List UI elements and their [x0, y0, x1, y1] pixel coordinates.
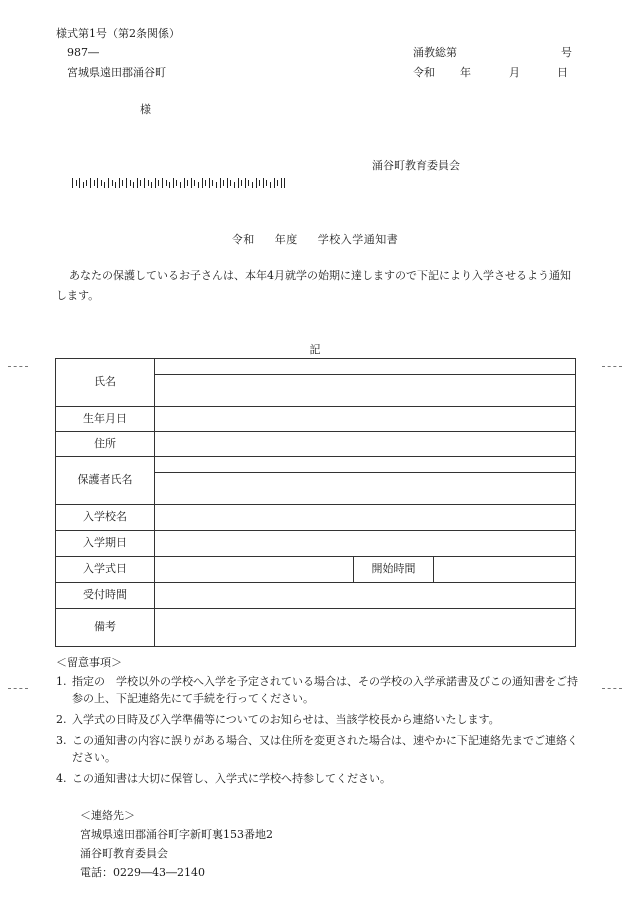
barcode-bar — [248, 180, 249, 186]
field-remarks[interactable] — [155, 609, 576, 647]
barcode-bar — [108, 178, 109, 188]
date-day: 日 — [557, 66, 568, 79]
note-number: 1. — [56, 675, 67, 689]
cut-line-left-top — [8, 366, 28, 367]
barcode-bar — [259, 180, 260, 186]
barcode-bar — [169, 182, 170, 188]
barcode-bar — [256, 178, 257, 188]
contact-address: 宮城県遠田郡涌谷町字新町裏153番地2 — [80, 828, 273, 841]
cut-line-left-bottom — [8, 688, 28, 689]
field-birthdate[interactable] — [155, 407, 576, 432]
barcode-bar — [194, 180, 195, 186]
barcode-bar — [101, 180, 102, 186]
date-era: 令和 — [413, 66, 435, 79]
barcode-bar — [83, 182, 84, 188]
note-item — [56, 732, 586, 766]
table-row — [56, 505, 576, 531]
label-guardian: 保護者氏名 — [56, 457, 155, 505]
barcode-bar — [90, 178, 91, 188]
barcode-bar — [263, 178, 264, 188]
title-year: 年度 — [274, 233, 298, 246]
table-row — [56, 557, 576, 583]
barcode-bar — [122, 180, 123, 186]
barcode-bar — [277, 180, 278, 186]
barcode-bar — [151, 182, 152, 188]
barcode-bar — [133, 182, 134, 188]
barcode-bar — [205, 180, 206, 186]
table-row — [56, 609, 576, 647]
barcode-bar — [137, 178, 138, 188]
barcode-bar — [104, 182, 105, 188]
label-birthdate: 生年月日 — [56, 407, 155, 432]
note-item — [56, 673, 586, 707]
sender: 涌谷町教育委員会 — [372, 159, 460, 172]
barcode-bar — [220, 178, 221, 188]
doc-number-suffix: 号 — [561, 46, 572, 59]
barcode-bar — [223, 180, 224, 186]
doc-number-prefix: 涌教総第 — [413, 46, 457, 59]
barcode-bar — [115, 182, 116, 188]
note-number: 4. — [56, 772, 67, 786]
barcode-bar — [86, 180, 87, 186]
form-label: 様式第1号（第2条関係） — [56, 27, 180, 40]
body-text: あなたの保護しているお子さんは、本年4月就学の始期に達しますので下記により入学させるよう通知します。 — [56, 269, 571, 302]
contact-office: 涌谷町教育委員会 — [80, 847, 168, 860]
barcode-bar — [252, 182, 253, 188]
field-guardian-kana[interactable] — [155, 457, 576, 473]
title-era: 令和 — [231, 233, 255, 246]
barcode-bar — [126, 178, 127, 188]
note-text: 指定の 学校以外の学校へ入学を予定されている場合は、その学校の入学承諾書及びこの通知書をご持参の上、下記連絡先にて手続を行ってください。 — [72, 675, 578, 706]
barcode-bar — [180, 182, 181, 188]
barcode-bar — [173, 178, 174, 188]
cut-line-right-bottom — [602, 688, 622, 689]
note-text: この通知書の内容に誤りがある場合、又は住所を変更された場合は、速やかに下記連絡先までご連絡ください。 — [72, 734, 578, 765]
field-address[interactable] — [155, 432, 576, 457]
label-entry-date: 入学期日 — [56, 531, 155, 557]
barcode-bar — [148, 180, 149, 186]
cut-line-right-top — [602, 366, 622, 367]
label-address: 住所 — [56, 432, 155, 457]
note-number: 2. — [56, 713, 67, 727]
field-reception-time[interactable] — [155, 583, 576, 609]
barcode-bar — [130, 180, 131, 186]
contact-phone: 電話：0229―43―2140 — [80, 866, 205, 879]
barcode-bar — [238, 178, 239, 188]
barcode-bar — [216, 182, 217, 188]
barcode-bar — [274, 178, 275, 188]
note-text: この通知書は大切に保管し、入学式に学校へ持参してください。 — [72, 772, 391, 786]
barcode-bar — [72, 178, 73, 188]
label-ceremony-date: 入学式日 — [56, 557, 155, 583]
field-name-kana[interactable] — [155, 359, 576, 375]
barcode-bar — [140, 180, 141, 186]
field-name[interactable] — [155, 375, 576, 407]
barcode-bar — [202, 178, 203, 188]
notice-table — [55, 358, 576, 647]
barcode-bar — [281, 178, 282, 188]
barcode-bar — [198, 182, 199, 188]
barcode-bar — [234, 182, 235, 188]
barcode-bar — [212, 180, 213, 186]
note-item — [56, 711, 586, 728]
table-row — [56, 531, 576, 557]
barcode-bar — [245, 178, 246, 188]
barcode-bar — [241, 180, 242, 186]
title-name: 学校入学通知書 — [317, 233, 399, 246]
barcode-bar — [155, 178, 156, 188]
field-ceremony-date[interactable] — [155, 557, 354, 583]
table-row — [56, 359, 576, 375]
barcode-bar — [176, 180, 177, 186]
note-text: 入学式の日時及び入学準備等についてのお知らせは、当該学校長から連絡いたします。 — [72, 713, 500, 727]
barcode-bar — [158, 180, 159, 186]
contact-heading: ＜連絡先＞ — [80, 809, 135, 822]
barcode-bar — [79, 178, 80, 188]
notes-list — [56, 673, 586, 787]
barcode-bar — [266, 180, 267, 186]
table-row — [56, 583, 576, 609]
document-title — [0, 233, 630, 247]
table-row — [56, 457, 576, 473]
barcode-bar — [112, 180, 113, 186]
field-entry-date[interactable] — [155, 531, 576, 557]
barcode-bar — [209, 178, 210, 188]
notes-heading: ＜留意事項＞ — [56, 656, 122, 669]
barcode-bar — [166, 180, 167, 186]
label-reception-time: 受付時間 — [56, 583, 155, 609]
field-start-time[interactable] — [434, 557, 576, 583]
barcode-bar — [227, 178, 228, 188]
field-guardian[interactable] — [155, 473, 576, 505]
barcode-bar — [162, 178, 163, 188]
barcode-bar — [191, 178, 192, 188]
barcode-bar — [76, 180, 77, 186]
date-month: 月 — [509, 66, 520, 79]
barcode-bar — [97, 178, 98, 188]
barcode-bar — [184, 178, 185, 188]
note-item — [56, 770, 586, 787]
barcode-bar — [119, 178, 120, 188]
field-school[interactable] — [155, 505, 576, 531]
barcode-bar — [284, 178, 285, 188]
table-row — [56, 407, 576, 432]
label-remarks: 備考 — [56, 609, 155, 647]
recipient-honorific: 様 — [140, 103, 151, 116]
barcode-bar — [270, 182, 271, 188]
barcode-bar — [94, 180, 95, 186]
label-name: 氏名 — [56, 359, 155, 407]
postal-code: 987― — [67, 46, 99, 59]
barcode-bar — [230, 180, 231, 186]
notes-section — [56, 656, 586, 791]
note-number: 3. — [56, 734, 67, 748]
date-year: 年 — [460, 66, 471, 79]
address: 宮城県遠田郡涌谷町 — [67, 66, 166, 79]
contact-section — [80, 806, 273, 882]
barcode-bar — [144, 178, 145, 188]
label-start-time: 開始時間 — [354, 557, 434, 583]
label-school: 入学校名 — [56, 505, 155, 531]
ki-label: 記 — [309, 343, 321, 356]
barcode-bar — [187, 180, 188, 186]
table-row — [56, 432, 576, 457]
